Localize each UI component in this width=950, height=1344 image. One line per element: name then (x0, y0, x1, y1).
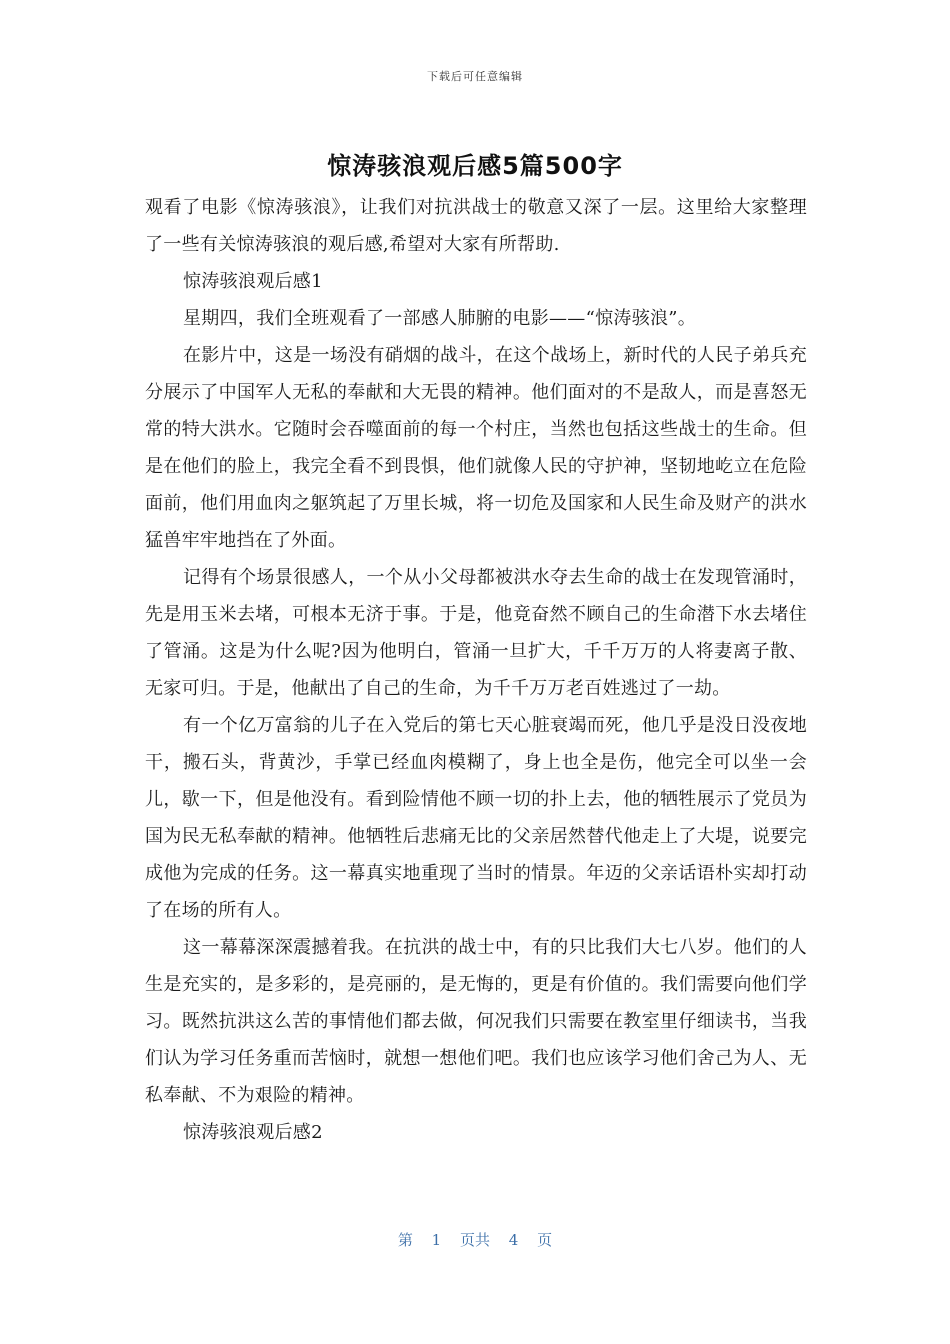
document-title: 惊涛骇浪观后感5篇500字 (327, 152, 623, 180)
body-paragraph: 在影片中，这是一场没有硝烟的战斗，在这个战场上，新时代的人民子弟兵充分展示了中国军人无私的奉献和大无畏的精神。他们面对的不是敌人，而是喜怒无常的特大洪水。它随时会吞噬面前的每一个村庄，当然也包括这些战士的生命。但是在他们的脸上，我完全看不到畏惧，他们就像人民的守护神，坚韧地屹立在危险面前，他们用血肉之躯筑起了万里长城，将一切危及国家和人民生命及财产的洪水猛兽牢牢地挡在了外面。 (145, 345, 807, 551)
document-body (145, 189, 807, 1151)
body-paragraph: 星期四，我们全班观看了一部感人肺腑的电影——“惊涛骇浪”。 (183, 308, 697, 329)
intro-paragraph: 观看了电影《惊涛骇浪》，让我们对抗洪战士的敬意又深了一层。这里给大家整理了一些有关惊涛骇浪的观后感,希望对大家有所帮助. (145, 197, 807, 255)
section-heading-1: 惊涛骇浪观后感1 (183, 271, 323, 292)
body-paragraph: 有一个亿万富翁的儿子在入党后的第七天心脏衰竭而死，他几乎是没日没夜地干，搬石头，背黄沙，手掌已经血肉模糊了，身上也全是伤，他完全可以坐一会儿，歇一下，但是他没有。看到险情他不顾一切的扑上去，他的牺牲展示了党员为国为民无私奉献的精神。他牺牲后悲痛无比的父亲居然替代他走上了大堤，说要完成他为完成的任务。这一幕真实地重现了当时的情景。年迈的父亲话语朴实却打动了在场的所有人。 (145, 715, 807, 921)
section-heading-2: 惊涛骇浪观后感2 (183, 1122, 323, 1143)
body-paragraph: 这一幕幕深深震撼着我。在抗洪的战士中，有的只比我们大七八岁。他们的人生是充实的，是多彩的，是亮丽的，是无悔的，更是有价值的。我们需要向他们学习。既然抗洪这么苦的事情他们都去做，何况我们只需要在教室里仔细读书，当我们认为学习任务重而苦恼时，就想一想他们吧。我们也应该学习他们舍己为人、无私奉献、不为艰险的精神。 (145, 937, 807, 1106)
body-paragraph: 记得有个场景很感人，一个从小父母都被洪水夺去生命的战士在发现管涌时，先是用玉米去堵，可根本无济于事。于是，他竟奋然不顾自己的生命潜下水去堵住了管涌。这是为什么呢?因为他明白，管涌一旦扩大，千千万万的人将妻离子散、无家可归。于是，他献出了自己的生命，为千千万万老百姓逃过了一劫。 (145, 567, 807, 699)
page-header-note: 下载后可任意编辑 (427, 70, 523, 83)
page-number-footer: 第 1 页共 4 页 (397, 1231, 553, 1249)
